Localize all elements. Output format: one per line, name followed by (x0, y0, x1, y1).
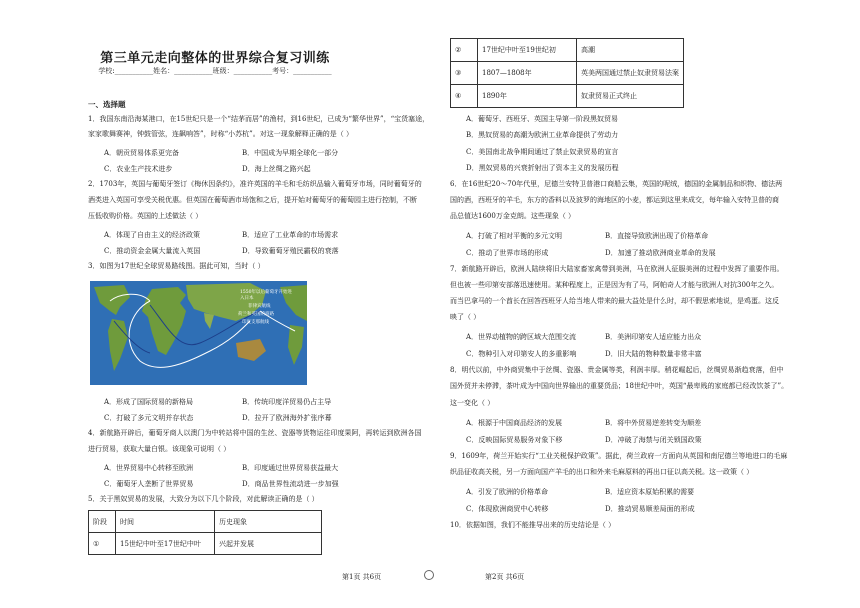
table-header: 阶段 (89, 511, 116, 533)
q9-option-c[interactable]: C．体现欧洲商贸中心转移 (466, 505, 549, 513)
q8-line: 这一变化（ ） (450, 399, 495, 407)
table-cell: ③ (451, 62, 478, 85)
q8-line: 国外贸并未停滞，茶叶成为中国向世界输出的重要货品；18世纪中叶，英国“最卑贱的家庭都已经改饮茶了”。 (450, 382, 789, 390)
map-label: 荷兰和英国的商路 (238, 312, 274, 317)
table-cell: 17世纪中叶至19世纪初 (478, 39, 577, 62)
section-heading: 一、选择题 (88, 100, 126, 109)
q6-line: 6．在16世纪20～70年代里，尼德兰安特卫普港口商船云集，英国的呢绒，德国的金属制品和织物、德法两 (450, 180, 783, 188)
table-cell: ② (451, 39, 478, 62)
q6-option-b[interactable]: B．直接导致欧洲出现了价格革命 (605, 232, 709, 240)
table-row (451, 39, 684, 62)
q5-option-b[interactable]: B．黑奴贸易的高潮为欧洲工业革命提供了劳动力 (466, 131, 619, 139)
table-cell: 高潮 (577, 39, 684, 62)
q8-option-d[interactable]: D．冲破了海禁与闭关锁国政策 (605, 436, 702, 444)
table-cell: ④ (451, 85, 478, 108)
q7-line: 映了（ ） (450, 313, 481, 321)
q1-line: 1．我国东南沿海某港口，在15世纪只是一个“结茅而居”的渔村，到16世纪，已成为“繁华世界”，“宝货塞途， (88, 115, 430, 123)
q9-line: 织品征收高关税，另一方面向国产羊毛的出口和外来毛麻原料的再出口征以高关税。这一政策（ ） (450, 468, 754, 476)
q4-option-a[interactable]: A．世界贸易中心转移至欧洲 (104, 464, 194, 472)
q2-line: 酒类进入英国可享受关税优惠。但英国在葡萄酒市场饱和之后，提开始对葡萄牙的葡萄园主进行控制，不断 (88, 196, 417, 204)
q6-line: 国的酒，西班牙的羊毛，东方的香料以及波罗的海地区的小麦，都运到这里来成交，每年输入安特卫普的商 (450, 196, 779, 204)
q3-option-b[interactable]: B．传统印度洋贸易仍占主导 (242, 398, 332, 406)
q8-option-c[interactable]: C．反映国际贸易服务对象下移 (466, 436, 563, 444)
q1-option-d[interactable]: D．海上丝绸之路兴起 (242, 165, 311, 173)
student-info: 学校:___________姓名：___________班级：___________考号：___________ (98, 67, 332, 75)
table-cell: 奴隶贸易正式终止 (577, 85, 684, 108)
q10-line: 10．依据如图，我们不能推导出来的历史结论是（ ） (450, 521, 616, 529)
q4-option-d[interactable]: D．商品世界性流动进一步加强 (242, 480, 339, 488)
page-number-right: 第2页 共6页 (485, 573, 525, 581)
q2-option-a[interactable]: A．体现了自由主义的经济政策 (104, 231, 201, 239)
q9-option-d[interactable]: D．推动贸易顺差局面的形成 (605, 505, 695, 513)
trade-route-map (90, 281, 307, 385)
map-label: 1550年以后葡萄牙开始进入日本 (240, 290, 292, 301)
q6-option-a[interactable]: A．打破了相对平衡的多元文明 (466, 232, 563, 240)
q6-option-d[interactable]: D．加速了推动欧洲商业革命的发展 (605, 249, 716, 257)
page-number-left: 第1页 共6页 (342, 573, 382, 581)
q9-option-b[interactable]: B．适应资本原始积累的需要 (605, 488, 695, 496)
q3-option-d[interactable]: D．拉开了欧洲海外扩张序幕 (242, 414, 332, 422)
q7-line: 7．新航路开辟后，欧洲人陆续将旧大陆家畜家禽带到美洲，马在欧洲人征服美洲的过程中发挥了重要作用。 (450, 265, 784, 273)
q9-line: 9．1609年，荷兰开始实行“工业关税保护政策”。据此，荷兰政府一方面向从英国和南尼德兰等地进口的毛麻 (450, 452, 788, 460)
q4-option-b[interactable]: B．印度通过世界贸易获益最大 (242, 464, 339, 472)
table-cell: ① (89, 533, 116, 555)
q6-line: 品总值达1600万金克朗。这些现象（ ） (450, 212, 576, 220)
q5-option-d[interactable]: D．黑奴贸易的兴衰折射出了资本主义的发展历程 (466, 164, 619, 172)
q7-option-c[interactable]: C．物种引入对印第安人的多重影响 (466, 350, 577, 358)
table-header: 时间 (116, 511, 215, 533)
right-page (430, 0, 860, 608)
table-row (89, 533, 322, 555)
q5-option-a[interactable]: A．葡萄牙、西班牙、英国主导第一阶段黑奴贸易 (466, 115, 619, 123)
q2-line: 压低收购价格。英国的上述做法（ ） (88, 212, 203, 220)
q3-line: 3．如图为17世纪全球贸易路线图。据此可知，当时（ ） (88, 262, 265, 270)
q1-line: 家家歌舞赛神，钟鼓管弦，连飙响答”，时称“小苏杭”。对这一现象解释正确的是（ ） (88, 130, 353, 138)
q1-option-c[interactable]: C．农业生产技术进步 (104, 165, 173, 173)
table-cell: 15世纪中叶至17世纪中叶 (116, 533, 215, 555)
table-row (451, 85, 684, 108)
slave-trade-table (88, 510, 322, 555)
map-label: 印度支那航线 (242, 320, 269, 325)
q8-option-a[interactable]: A．根源于中国商品经济的发展 (466, 419, 563, 427)
q1-option-a[interactable]: A．朝贡贸易体系更完备 (104, 149, 180, 157)
q7-option-d[interactable]: D．旧大陆的物种数量非常丰富 (605, 350, 702, 358)
table-row (451, 62, 684, 85)
q7-option-b[interactable]: B．美洲印第安人适应能力出众 (605, 333, 702, 341)
q4-option-c[interactable]: C．葡萄牙人垄断了世界贸易 (104, 480, 194, 488)
table-header: 历史现象 (215, 511, 322, 533)
q2-option-d[interactable]: D．导致葡萄牙殖民霸权的衰落 (242, 247, 339, 255)
q9-option-a[interactable]: A．引发了欧洲的价格革命 (466, 488, 549, 496)
q7-line: 但也被一些印第安部落迅速使用。某种程度上，正是因为有了马，阿帕奇人才能与欧洲人对抗300年之久。 (450, 281, 779, 289)
q1-option-b[interactable]: B．中国成为早期全球化一部分 (242, 149, 339, 157)
q3-option-a[interactable]: A．形成了国际贸易的新格局 (104, 398, 194, 406)
q2-line: 2．1703年，英国与葡萄牙签订《梅休因条约》，准许英国的羊毛和毛纺织品输入葡萄牙市场，同时葡萄牙的 (88, 180, 422, 188)
q8-option-b[interactable]: B．将中外贸易逆差转变为顺差 (605, 419, 702, 427)
q3-option-c[interactable]: C．打破了多元文明并存状态 (104, 414, 194, 422)
q7-line: 而当巴拿马的一个酋长在回答西班牙人给当地人带来的最大益处是什么时，却不假思索地说，是鸡蛋。这反 (450, 297, 779, 305)
table-cell: 兴起并发展 (215, 533, 322, 555)
q4-line: 进行贸易，获取大量白银。该现象可说明（ ） (88, 445, 231, 453)
page-title: 第三单元走向整体的世界综合复习训练 (100, 51, 330, 66)
table-cell: 英美两国通过禁止奴隶贸易法案 (577, 62, 684, 85)
table-cell: 1807—1808年 (478, 62, 577, 85)
table-cell: 1890年 (478, 85, 577, 108)
q6-option-c[interactable]: C．推动了世界市场的形成 (466, 249, 549, 257)
q5-line: 5．关于黑奴贸易的发展，大致分为以下几个阶段，对此解读正确的是（ ） (88, 495, 319, 503)
q5-option-c[interactable]: C．美国南北战争期间通过了禁止奴隶贸易的宣言 (466, 148, 619, 156)
slave-trade-table-cont (450, 38, 684, 108)
map-label: 菲律宾航线 (248, 304, 271, 309)
q2-option-c[interactable]: C．推动资金金属大量流入英国 (104, 247, 201, 255)
q4-line: 4．新航路开辟后，葡萄牙商人以澳门为中转站将中国的生丝、瓷器等货物运往印度果阿，再转运到欧洲各国 (88, 429, 422, 437)
q8-line: 8．明代以前，中外商贸集中于丝绸、瓷器、贵金属等类，利润丰厚。稍花崛起后，丝绸贸易渐趋衰落，但中 (450, 366, 784, 374)
q7-option-a[interactable]: A．世界动植物的跨区域大范围交流 (466, 333, 577, 341)
q2-option-b[interactable]: B．适应了工业革命的市场需求 (242, 231, 339, 239)
